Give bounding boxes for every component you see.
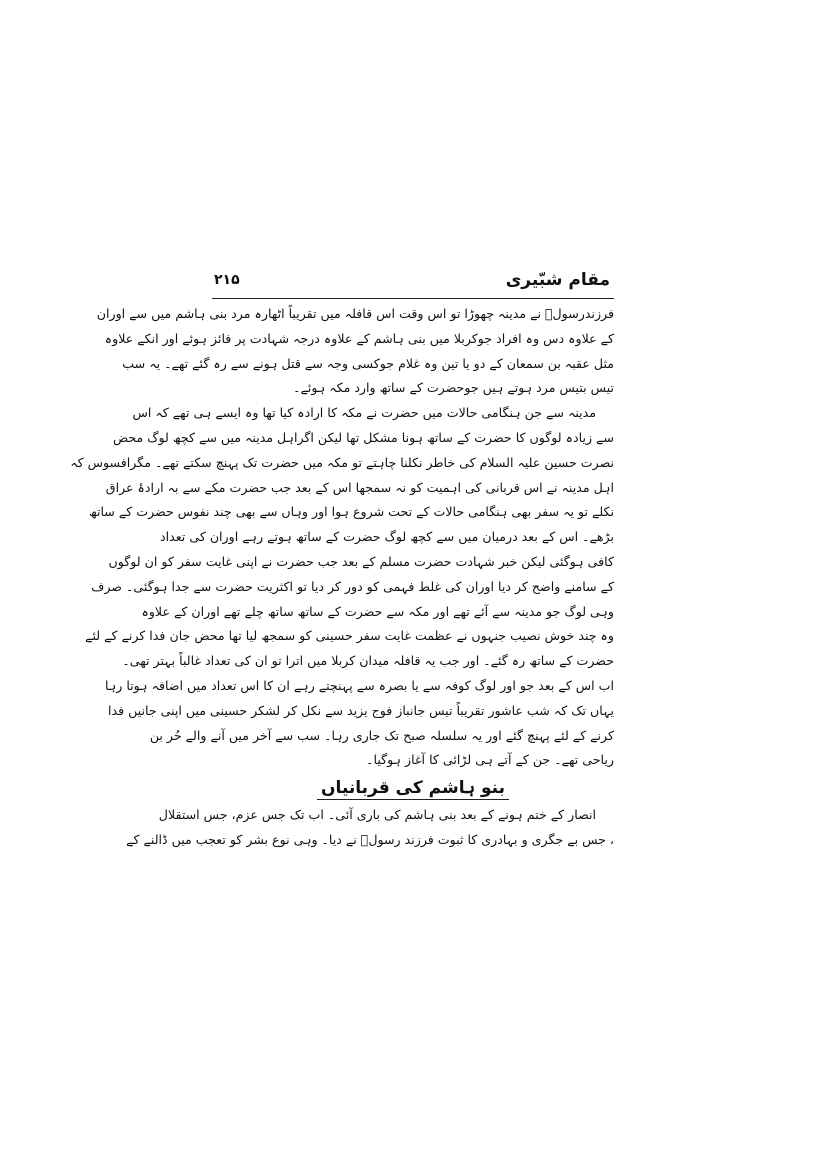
text-line: اہل مدینہ نے اس قربانی کی اہمیت کو نہ سمجھا اس کے بعد جب حضرت مکے سے بہ ارادۂ عراق (105, 479, 614, 495)
text-line: کے سامنے واضح کر دیا اوران کی غلط فہمی کو دور کر دیا تو اکثریت حضرت سے جدا ہوگئی۔ صرف (91, 578, 614, 594)
text-line: کافی ہوگئی لیکن خبر شہادت حضرت مسلم کے بعد جب حضرت نے اپنی غایت سفر کو ان لوگوں (108, 553, 614, 569)
running-title: مقام شبّیری (505, 270, 610, 290)
page-header (212, 268, 614, 299)
text-line: فرزندرسولؐ نے مدینہ چھوڑا تو اس وقت اس قافلہ میں تقریباً اٹھارہ مرد بنی ہاشم میں سے اوران (96, 306, 614, 321)
text-line: نصرت حسین علیہ السلام کی خاطر نکلنا چاہتے تو مکہ میں حضرت تک پہنچ سکتے تھے۔ مگرافسوس کہ (70, 454, 614, 470)
text-line: ، جس بے جگری و بہادری کا ثبوت فرزند رسولؐ نے دیا۔ وہی نوع بشر کو تعجب میں ڈالنے کے (126, 831, 614, 847)
text-line: وہ چند خوش نصیب جنہوں نے عظمت غایت سفر حسینی کو سمجھ لیا تھا محض جان فدا کرنے کے لئے (85, 628, 614, 644)
text-line: وہی لوگ جو مدینہ سے آئے تھے اور مکہ سے حضرت کے ساتھ ساتھ چلے تھے اوران کے علاوہ (141, 603, 614, 619)
text-line: تیس بتیس مرد ہوتے ہیں جوحضرت کے ساتھ وارد مکہ ہوئے۔ (293, 380, 614, 396)
text-line: ریاحی تھے۔ جن کے آتے ہی لڑائی کا آغاز ہوگیا۔ (366, 752, 614, 768)
text-line: کے علاوہ دس وہ افراد جوکربلا میں بنی ہاشم کے علاوہ درجہ شہادت پر فائز ہوئے اور انکے علاوہ (104, 330, 614, 346)
page-number: ۲۱۵ (214, 272, 240, 288)
text-line: مدینہ سے جن ہنگامی حالات میں حضرت نے مکہ کا ارادہ کیا تھا وہ ایسے ہی تھے کہ اس (132, 405, 596, 421)
text-line: مثل عقبہ بن سمعان کے دو یا تین وہ غلام جوکسی وجہ سے قتل ہونے سے رہ گئے تھے۔ یہ سب (122, 355, 614, 371)
body-text (70, 302, 614, 853)
text-line: سے زیادہ لوگوں کا حضرت کے ساتھ ہونا مشکل تھا لیکن اگراہل مدینہ میں سے کچھ لوگ محض (112, 429, 614, 445)
section-heading-text: بنو ہاشم کی قربانیاں (317, 778, 509, 800)
text-line: بڑھے۔ اس کے بعد درمیان میں سے کچھ لوگ حضرت کے ساتھ ہوتے رہے اوران کی تعداد (160, 529, 614, 545)
text-line: حضرت کے ساتھ رہ گئے۔ اور جب یہ قافلہ میدان کربلا میں اترا تو ان کی تعداد غالباً بہتر تھی۔ (122, 653, 614, 669)
text-line: یہاں تک کہ شب عاشور تقریباً تیس جانباز فوج یزید سے نکل کر لشکر حسینی میں اپنی جانیں فدا (107, 702, 614, 718)
section-heading (212, 773, 614, 803)
text-line: انصار کے ختم ہونے کے بعد بنی ہاشم کی باری آئی۔ اب تک جس عزم، جس استقلال (158, 807, 596, 823)
text-line: کرنے کے لئے پہنچ گئے اور یہ سلسلہ صبح تک جاری رہا۔ سب سے آخر میں آنے والے حُر بن (149, 727, 614, 743)
text-line: نکلے تو یہ سفر بھی ہنگامی حالات کے تحت شروع ہوا اور وہاں سے بھی چند نفوس حضرت کے ساتھ (88, 504, 614, 520)
text-line: اب اس کے بعد جو اور لوگ کوفہ سے یا بصرہ سے پہنچتے رہے ان کا اس تعداد میں اضافہ ہوتا رہا (105, 677, 614, 693)
